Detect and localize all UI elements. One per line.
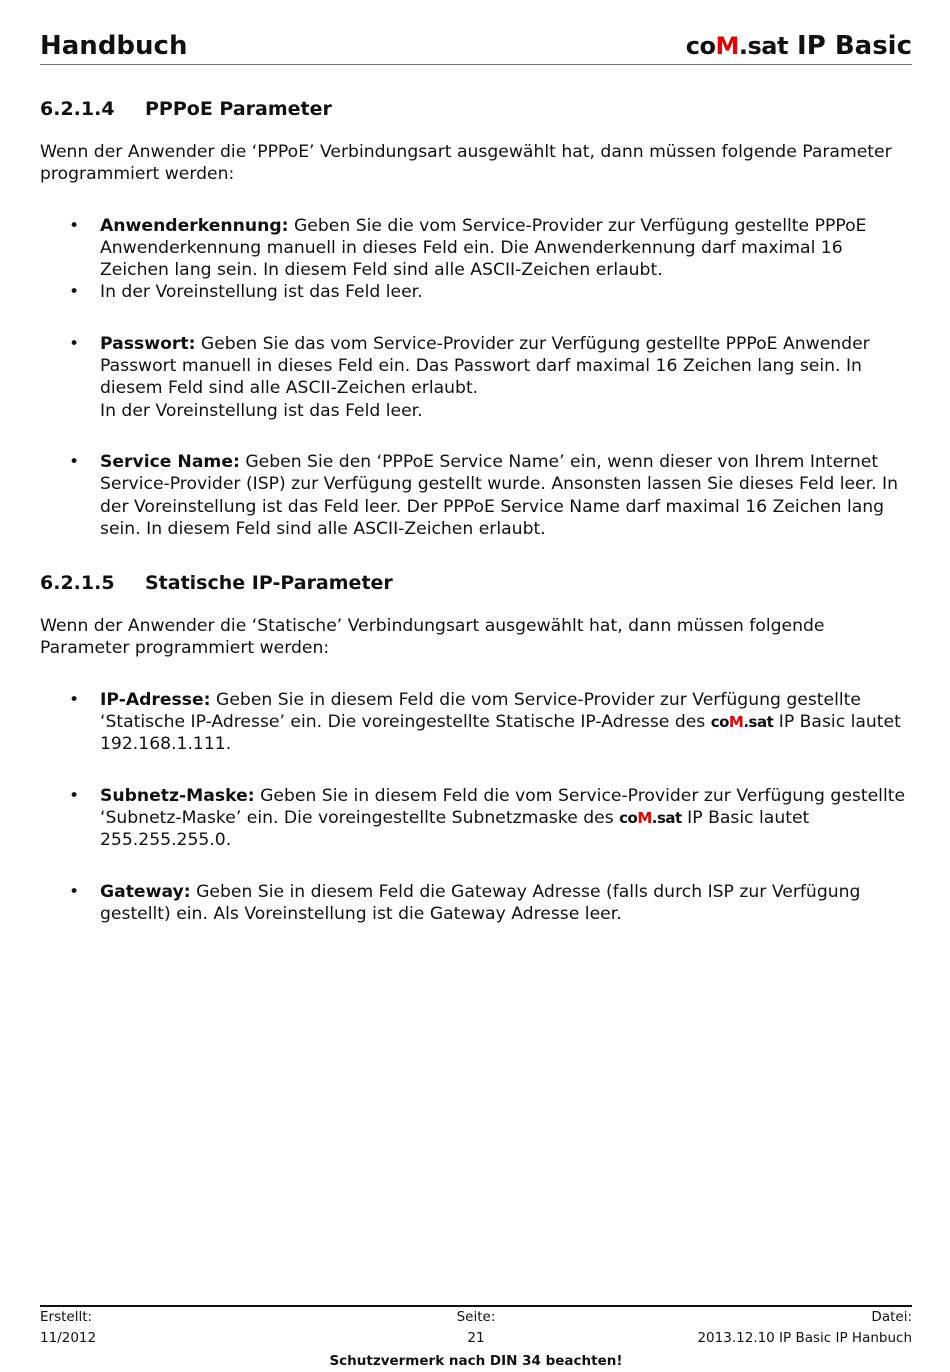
section-intro-static-ip: Wenn der Anwender die ‘Statische’ Verbindungsart ausgewählt hat, dann müssen folgende Parameter programmiert werden:	[40, 616, 825, 659]
header-product	[686, 28, 912, 64]
section-heading-pppoe: 6.2.1.4 PPPoE Parameter	[40, 98, 332, 120]
page-header	[40, 28, 912, 65]
list-item: • Anwenderkennung: Geben Sie die vom Service-Provider zur Verfügung gestellte PPPoE Anwenderkennung manuell in dieses Feld ein. Die Anwenderkennung darf maximal 16 Zeichen lang sein. In diesem Feld sind alle ASCII-Zeichen erlaubt.	[69, 215, 867, 281]
bullet-icon: •	[69, 785, 80, 806]
bullet-icon: •	[69, 451, 80, 472]
header-product-name: IP Basic	[797, 31, 912, 61]
footer-file-value: 2013.12.10 IP Basic IP Hanbuch	[697, 1330, 912, 1346]
list-item: • Service Name: Geben Sie den ‘PPPoE Service Name’ ein, wenn dieser von Ihrem Internet Service-Provider (ISP) zur Verfügung gestellt wurde. Ansonsten lassen Sie dieses Feld leer. In der Voreinstellung ist das Feld leer. Der PPPoE Service Name darf maximal 16 Zeichen lang sein. In diesem Feld sind alle ASCII-Zeichen erlaubt.	[69, 451, 899, 539]
list-item: • In der Voreinstellung ist das Feld leer.	[69, 282, 423, 303]
bullet-icon: •	[69, 689, 80, 710]
bullet-icon: •	[69, 215, 80, 236]
list-item: • IP-Adresse: Geben Sie in diesem Feld die vom Service-Provider zur Verfügung gestellte ‘Statische IP-Adresse’ ein. Die voreingestellte Statische IP-Adresse des coM.sat IP Basic lautet 192.168.1.111.	[69, 689, 901, 755]
bullet-icon: •	[69, 881, 80, 902]
bullet-icon: •	[69, 333, 80, 354]
comsat-logo-inline: coM.sat	[710, 713, 774, 732]
comsat-logo-inline: coM.sat	[619, 808, 682, 827]
footer-page-label: Seite:	[456, 1309, 496, 1325]
comsat-logo: coM.sat	[685, 32, 788, 60]
footer-file-label: Datei:	[871, 1309, 912, 1325]
footer-page-number: 21	[467, 1330, 485, 1346]
header-title: Handbuch	[40, 31, 188, 61]
list-item: • Subnetz-Maske: Geben Sie in diesem Feld die vom Service-Provider zur Verfügung gestellte ‘Subnetz-Maske’ ein. Die voreingestellte Subnetzmaske des coM.sat IP Basic lautet 255.255.255.0.	[69, 785, 906, 851]
static-ip-parameter-list	[40, 689, 912, 925]
footer-created-value: 11/2012	[40, 1330, 97, 1346]
list-item: • Passwort: Geben Sie das vom Service-Provider zur Verfügung gestellte PPPoE Anwender Passwort manuell in dieses Feld ein. Das Passwort darf maximal 16 Zeichen lang sein. In diesem Feld sind alle ASCII-Zeichen erlaubt. In der Voreinstellung ist das Feld leer.	[69, 333, 870, 421]
page-content	[40, 92, 912, 925]
list-item: • Gateway: Geben Sie in diesem Feld die Gateway Adresse (falls durch ISP zur Verfügung gestellt) ein. Als Voreinstellung ist die Gateway Adresse leer.	[69, 881, 861, 924]
page-footer	[40, 1305, 912, 1369]
footer-created-label: Erstellt:	[40, 1309, 93, 1325]
section-heading-static-ip: 6.2.1.5 Statische IP-Parameter	[40, 572, 393, 595]
pppoe-parameter-list	[40, 215, 912, 541]
bullet-icon: •	[69, 282, 80, 303]
section-intro-pppoe: Wenn der Anwender die ‘PPPoE’ Verbindungsart ausgewählt hat, dann müssen folgende Parameter programmiert werden:	[40, 142, 892, 185]
footer-notice: Schutzvermerk nach DIN 34 beachten!	[329, 1353, 623, 1369]
